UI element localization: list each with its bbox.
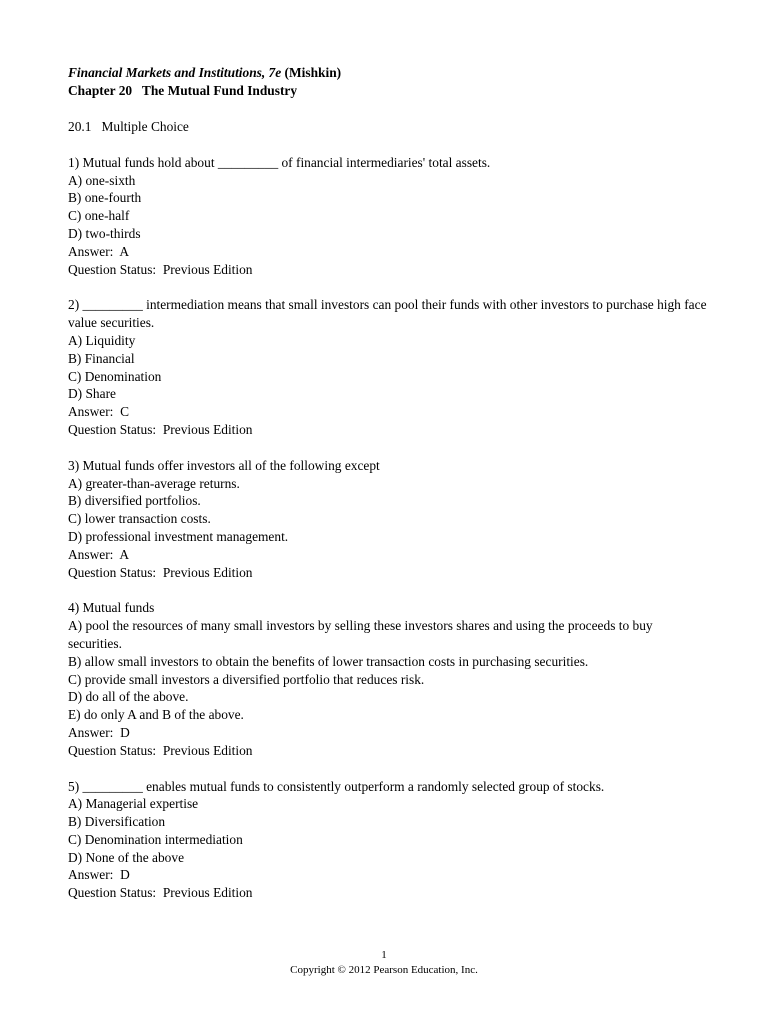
question-4 [68,599,708,759]
answer-key: Answer: D [68,724,130,740]
question-1 [68,154,708,279]
answer-choice: A) Managerial expertise [68,796,199,812]
answer-key: Answer: A [68,243,129,259]
document-title-line [68,64,708,82]
question-stem: 4) Mutual funds [68,600,155,616]
answer-choice: C) Denomination [68,368,162,384]
author-name: (Mishkin) [281,65,342,80]
page-number: 1 [381,949,387,961]
answer-key: Answer: D [68,867,130,883]
question-status: Question Status: Previous Edition [68,742,253,758]
document-page [68,64,708,902]
chapter-title: Chapter 20 The Mutual Fund Industry [68,83,298,98]
question-status: Question Status: Previous Edition [68,261,253,277]
answer-choice: D) professional investment management. [68,528,289,544]
answer-choice: B) Diversification [68,814,166,830]
section-heading: 20.1 Multiple Choice [68,119,189,134]
answer-choice: A) greater-than-average returns. [68,475,240,491]
question-3 [68,457,708,582]
answer-key: Answer: A [68,546,129,562]
question-2 [68,296,708,438]
answer-choice: C) provide small investors a diversified portfolio that reduces risk. [68,671,425,687]
answer-choice: D) Share [68,386,116,402]
answer-choice: C) Denomination intermediation [68,831,243,847]
question-status: Question Status: Previous Edition [68,885,253,901]
question-stem: 2) _________ intermediation means that small investors can pool their funds with other investors to purchase high face value securities. [68,297,707,331]
question-stem: 5) _________ enables mutual funds to consistently outperform a randomly selected group of stocks. [68,778,605,794]
question-status: Question Status: Previous Edition [68,421,253,437]
copyright-notice: Copyright © 2012 Pearson Education, Inc. [290,964,478,976]
answer-choice: D) do all of the above. [68,689,189,705]
answer-choice: A) pool the resources of many small investors by selling these investors shares and using the proceeds to buy securities. [68,618,653,651]
answer-choice: B) allow small investors to obtain the benefits of lower transaction costs in purchasing securities. [68,653,589,669]
answer-choice: D) None of the above [68,849,185,865]
answer-choice: C) lower transaction costs. [68,511,211,527]
answer-choice: B) diversified portfolios. [68,493,201,509]
answer-choice: A) Liquidity [68,332,136,348]
answer-choice: B) Financial [68,350,135,366]
book-title: Financial Markets and Institutions, 7e [68,65,282,80]
question-5 [68,778,708,903]
answer-choice: D) two-thirds [68,225,141,241]
question-stem: 3) Mutual funds offer investors all of the following except [68,457,380,473]
answer-key: Answer: C [68,404,129,420]
answer-choice: A) one-sixth [68,172,136,188]
answer-choice: B) one-fourth [68,190,142,206]
answer-choice: C) one-half [68,208,130,224]
question-status: Question Status: Previous Edition [68,564,253,580]
question-stem: 1) Mutual funds hold about _________ of financial intermediaries' total assets. [68,154,491,170]
answer-choice: E) do only A and B of the above. [68,707,244,723]
